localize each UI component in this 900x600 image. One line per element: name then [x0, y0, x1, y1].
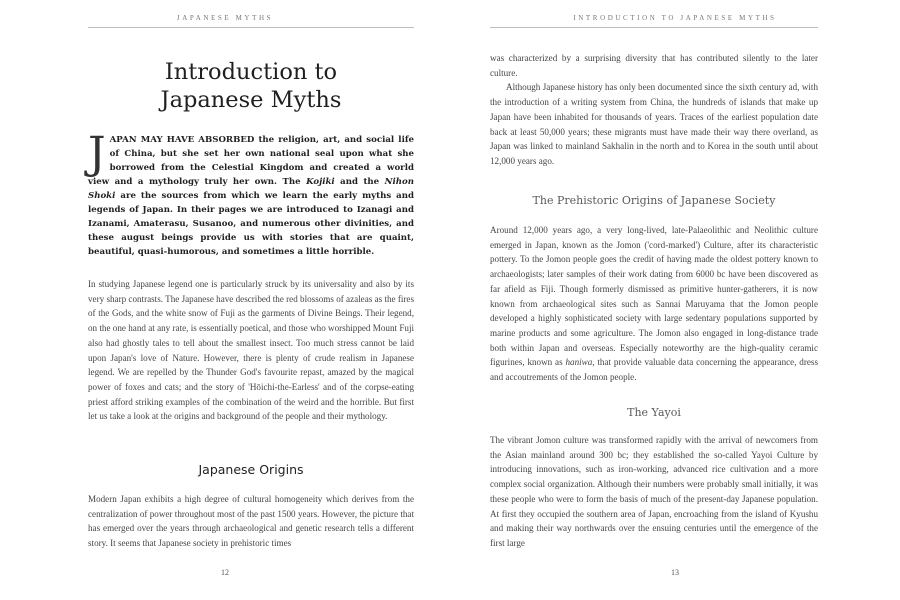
- running-head-right: INTRODUCTION TO JAPANESE MYTHS: [573, 14, 777, 22]
- chapter-title-line2: Japanese Myths: [160, 87, 342, 113]
- paragraph-history: Although Japanese history has only been documented since the sixth century ad, with the introduction of a writing system from China, the hundreds of islands that make up Japan have been inhabited for thousands of years. Traces of the earliest population date back at least 50,000 years; these migrants must have made their way there overland, as Japan was linked to mainland Sakhalin in the north and to Korea in the south until about 12,000 years ago.: [490, 82, 818, 166]
- body-paragraph-origins: [88, 492, 414, 551]
- chapter-title-line1: Introduction to: [164, 59, 338, 85]
- paragraph-yayoi: The vibrant Jomon culture was transformed rapidly with the arrival of newcomers from the Asian mainland around 300 bc; they established the so-called Yayoi Culture by introducing innovations, such as iron-working, advanced rice cultivation and a more complex social organization. Although their numbers were probably small initially, it was these people who were to form the basis of much of the present-day Japanese population. At first they occupied the southern area of Japan, encroaching from the island of Kyushu and making their way northwards over the ensuing centuries until the emergence of the first large: [490, 435, 818, 548]
- jomon-text-b: , that provide valuable data concerning the appearance, dress and accoutrements of the Jomon people.: [490, 357, 818, 383]
- heading-yayoi: The Yayoi: [627, 406, 681, 419]
- running-head-left: JAPANESE MYTHS: [176, 14, 274, 22]
- header-rule-left: [88, 27, 414, 28]
- jomon-haniwa: haniwa: [565, 357, 593, 368]
- jomon-text-a: Around 12,000 years ago, a very long-lived, late-Palaeolithic and Neolithic culture emerged in Japan, known as the Jomon ('cord-marked') Culture, after its characteristic pottery. To the Jomon people goes the credit of having made the oldest pottery known to archaeologists; later samples of their work dating from 6000 bc have been discovered as far afield as Fiji. Though formerly dismissed as primitive hunter-gatherers, it is now known from archaeological sites such as Sannai Maruyama that the Jomon people developed a highly sophisticated society with large sedentary populations supported by marine products and some agriculture. The Jomon also engaged in long-distance trade both within Japan and overseas. Especially noteworthy are the high-quality ceramic figurines, known as: [490, 225, 818, 368]
- right-page: [450, 0, 900, 600]
- heading-prehistoric-origins: The Prehistoric Origins of Japanese Society: [532, 194, 776, 207]
- intro-text-b: and the: [334, 177, 385, 187]
- drop-cap: J: [88, 128, 106, 179]
- paragraph-origins: Modern Japan exhibits a high degree of cultural homogeneity which derives from the centralization of power throughout most of the past 1500 years. However, the picture that has emerged over the years through archaeological and genetic research tells a different story. It seems that Japanese society in prehistoric times: [88, 494, 414, 549]
- body-paragraph-legend: [88, 277, 414, 424]
- page-number-right: 13: [671, 568, 679, 577]
- intro-nihon-shoki: Nihon Shoki: [88, 177, 414, 201]
- body-paragraph-continued: [490, 51, 818, 169]
- chapter-title: [88, 58, 414, 114]
- header-rule-right: [490, 27, 818, 28]
- heading-japanese-origins: Japanese Origins: [198, 462, 304, 477]
- paragraph-continued: was characterized by a surprising diversity that has contributed silently to the later culture.: [490, 53, 818, 78]
- intro-text-a: APAN MAY HAVE ABSORBED the religion, art, and social life of China, but she set her own national seal upon what she borrowed from the Celestial Kingdom and created a world view and a mythology truly her own. The: [88, 135, 414, 187]
- intro-paragraph: [88, 128, 414, 259]
- body-paragraph-yayoi: [490, 433, 818, 551]
- paragraph-legend: In studying Japanese legend one is particularly struck by its universality and also by its very sharp contrasts. The Japanese have described the red blossoms of azaleas as the fires of the Gods, and the white snow of Fuji as the garments of Divine Beings. Their legend, on the one hand at any rate, is essentially poetical, and those who worshipped Mount Fuji also had ghostly tales to tell about the smallest insect. Too much stress cannot be laid upon Japan's love of Nature. However, there is plenty of crude realism in Japanese legend. We are repelled by the Thunder God's favourite repast, amazed by the magical power of foxes and cats; and the story of 'Hōichi-the-Earless' and of the corpse-eating priest afford striking examples of the combination of the weird and the horrible. But first let us take a look at the origins and background of the people and their mythology.: [88, 279, 414, 422]
- body-paragraph-jomon: [490, 223, 818, 385]
- intro-kojiki: Kojiki: [306, 177, 335, 187]
- paragraph-jomon: [490, 223, 818, 385]
- page-number-left: 12: [221, 568, 229, 577]
- intro-text-c: are the sources from which we learn the early myths and legends of Japan. In their pages we are introduced to Izanagi and Izanami, Amaterasu, Susanoo, and numerous other divinities, and these august beings provide us with stories that are quaint, beautiful, quasi-humorous, and sometimes a little horrible.: [88, 191, 414, 257]
